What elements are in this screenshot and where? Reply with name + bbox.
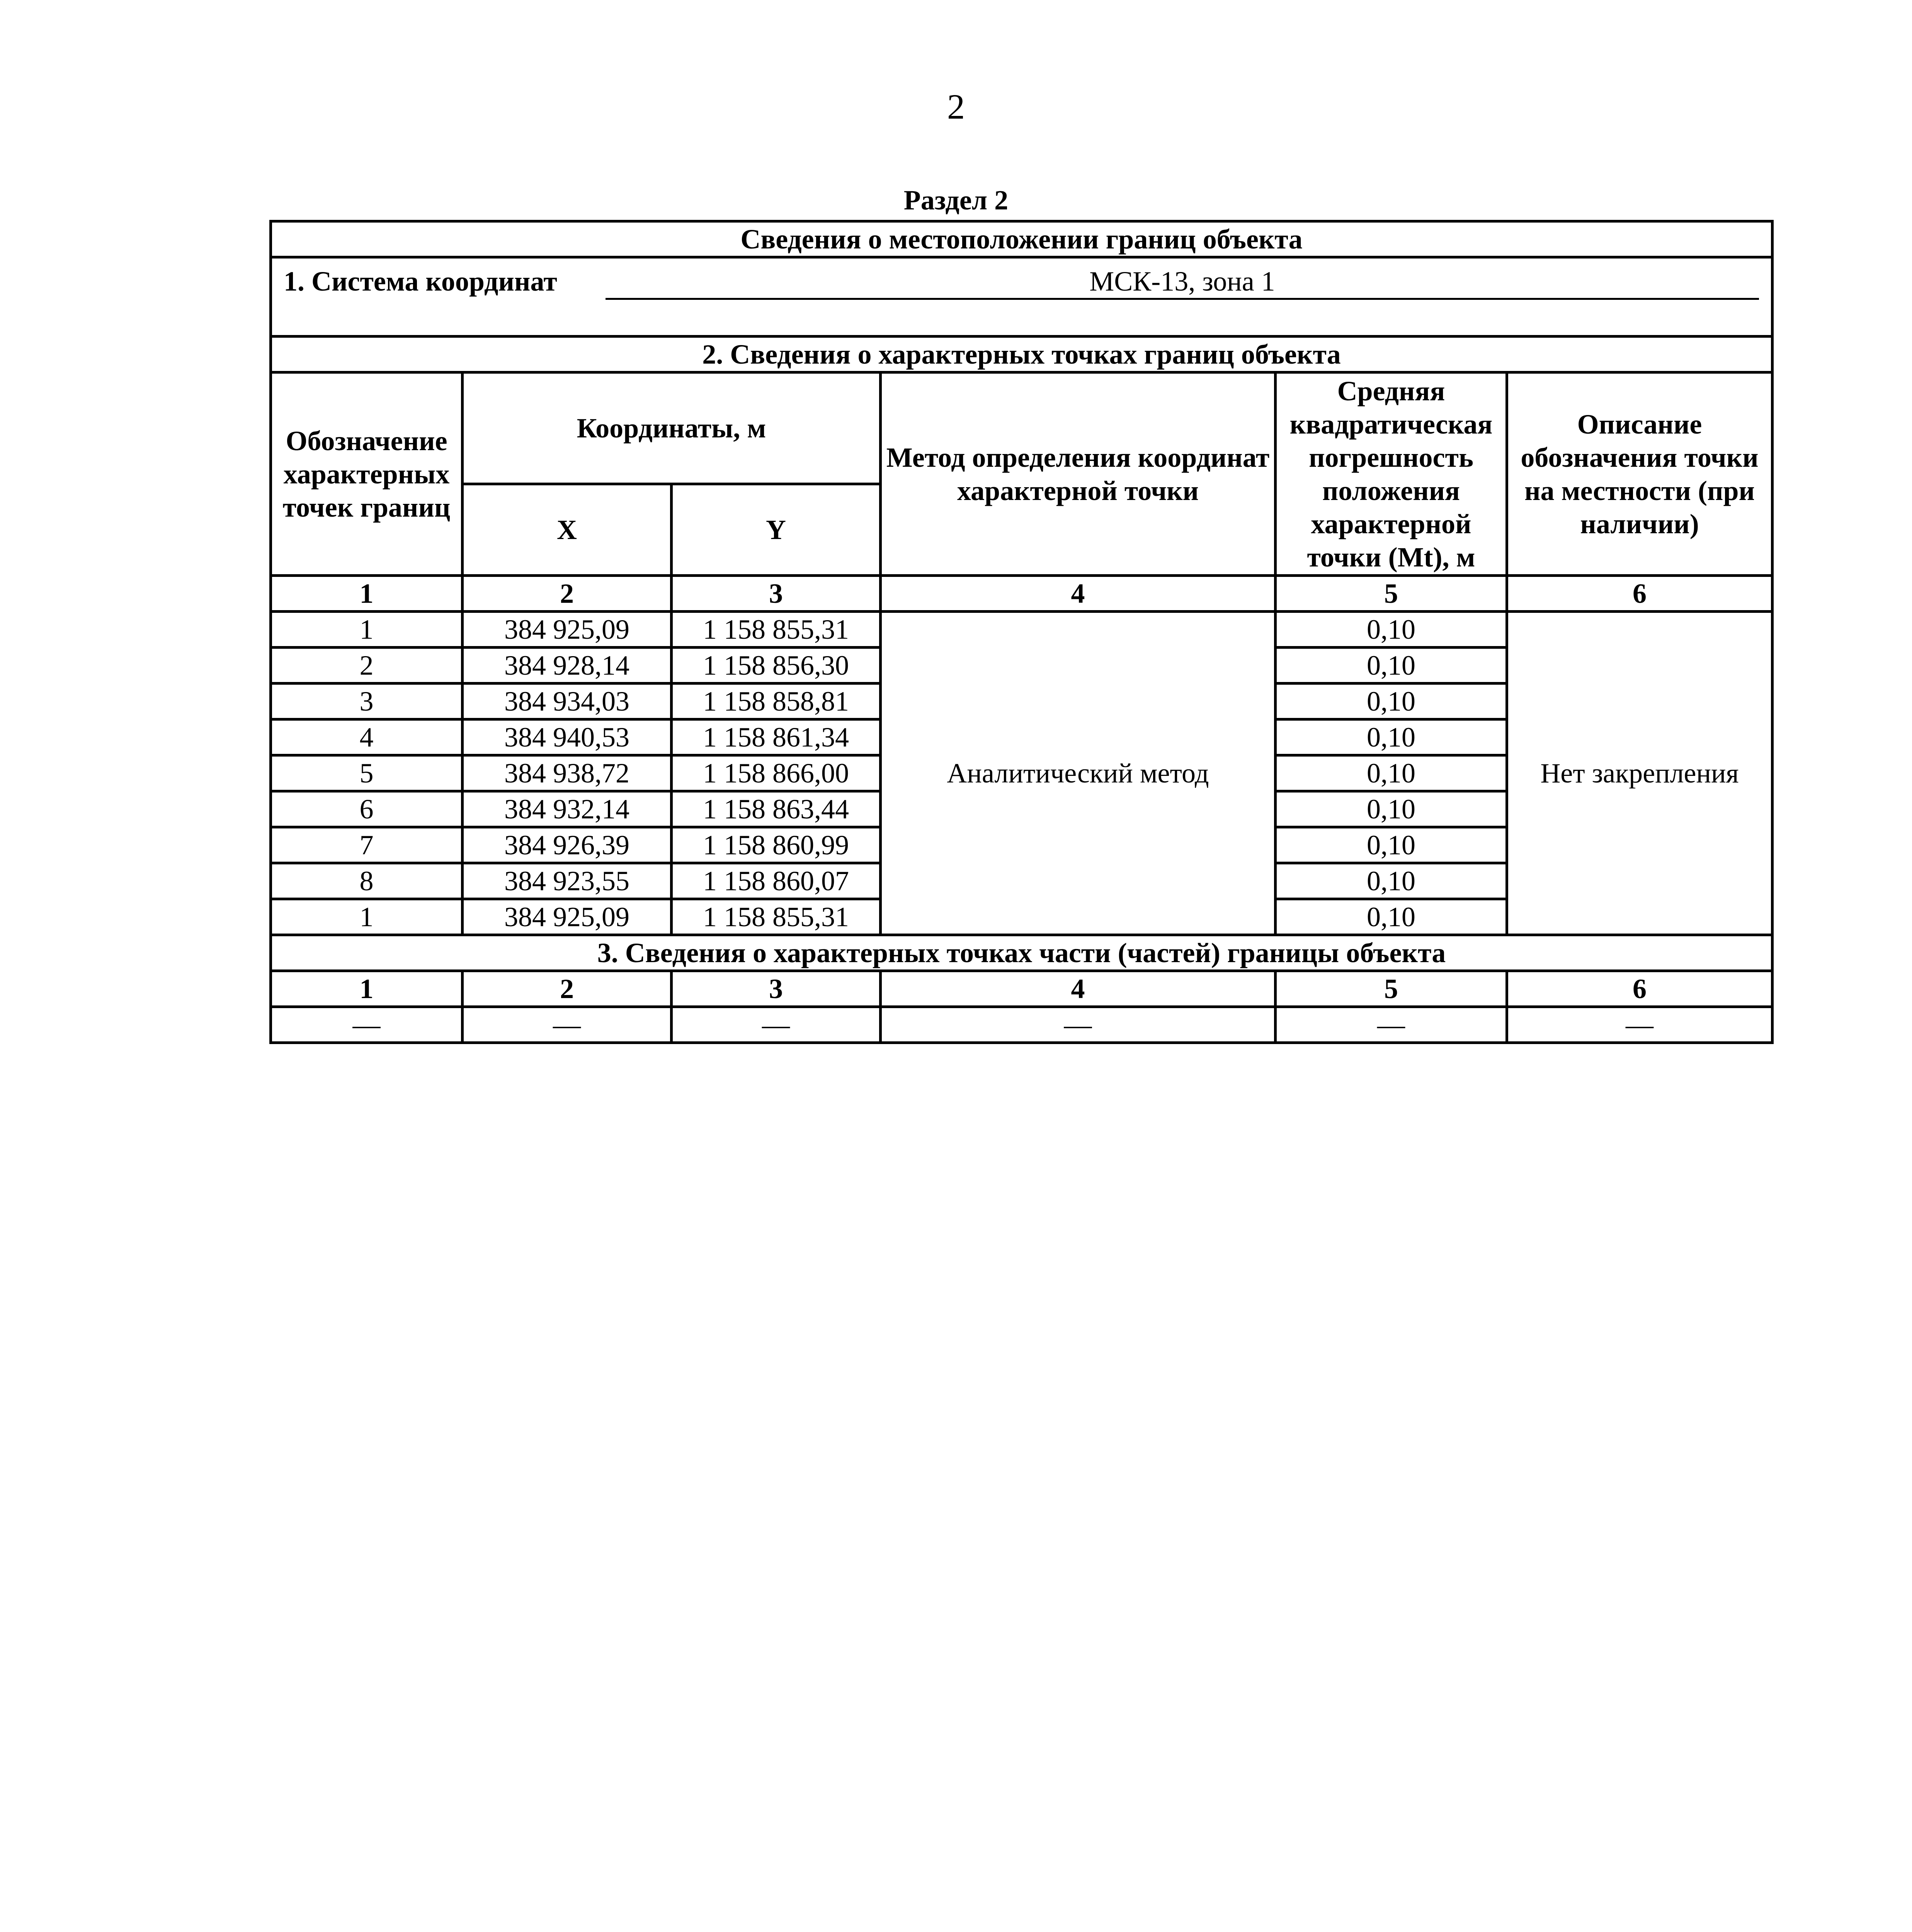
parts-column-number-row [271,971,1773,1007]
empty-cell: — [1507,1007,1773,1043]
column-number: 1 [271,576,463,612]
header-coordinates: Координаты, м [463,372,881,484]
description-cell: Нет закрепления [1507,612,1773,935]
point-id: 7 [271,827,463,863]
column-number: 3 [672,971,881,1007]
table-title: Сведения о местоположении границ объекта [271,221,1773,257]
point-y: 1 158 861,34 [672,719,881,755]
header-point-designation: Обозначение характерных точек границ [271,372,463,576]
table-row [271,612,1773,648]
point-x: 384 928,14 [463,648,672,684]
empty-cell: — [1276,1007,1507,1043]
boundary-points-table [269,220,1774,1044]
section-title: Раздел 2 [903,185,1009,216]
header-x: X [463,484,672,576]
point-x: 384 926,39 [463,827,672,863]
column-number: 6 [1507,576,1773,612]
point-mt: 0,10 [1276,899,1507,935]
point-x: 384 925,09 [463,612,672,648]
empty-cell: — [672,1007,881,1043]
column-number-row [271,576,1773,612]
point-x: 384 938,72 [463,755,672,791]
point-y: 1 158 858,81 [672,684,881,719]
point-id: 2 [271,648,463,684]
point-mt: 0,10 [1276,648,1507,684]
header-mean-error: Средняя квадратическая погрешность положения характерной точки (Mt), м [1276,372,1507,576]
point-id: 5 [271,755,463,791]
column-number: 2 [463,576,672,612]
point-id: 8 [271,863,463,899]
point-x: 384 923,55 [463,863,672,899]
column-number: 1 [271,971,463,1007]
column-number: 5 [1276,971,1507,1007]
parts-section-title: 3. Сведения о характерных точках части (частей) границы объекта [271,935,1773,971]
point-mt: 0,10 [1276,827,1507,863]
header-method: Метод определения координат характерной точки [881,372,1276,576]
column-number: 2 [463,971,672,1007]
point-y: 1 158 855,31 [672,899,881,935]
point-x: 384 925,09 [463,899,672,935]
point-mt: 0,10 [1276,791,1507,827]
coordinate-system-cell [271,257,1773,337]
empty-cell: — [463,1007,672,1043]
header-y: Y [672,484,881,576]
point-mt: 0,10 [1276,863,1507,899]
method-cell: Аналитический метод [881,612,1276,935]
parts-empty-row [271,1007,1773,1043]
point-x: 384 940,53 [463,719,672,755]
point-id: 1 [271,612,463,648]
points-section-title: 2. Сведения о характерных точках границ объекта [271,337,1773,372]
point-mt: 0,10 [1276,612,1507,648]
point-id: 4 [271,719,463,755]
column-number: 3 [672,576,881,612]
column-number: 5 [1276,576,1507,612]
point-mt: 0,10 [1276,719,1507,755]
coordinate-system-value: МСК-13, зона 1 [606,265,1759,300]
point-y: 1 158 860,99 [672,827,881,863]
point-y: 1 158 860,07 [672,863,881,899]
point-id: 3 [271,684,463,719]
coordinate-system-label: 1. Система координат [284,266,557,297]
point-y: 1 158 863,44 [672,791,881,827]
point-y: 1 158 866,00 [672,755,881,791]
point-mt: 0,10 [1276,755,1507,791]
page-number: 2 [947,87,965,126]
point-x: 384 934,03 [463,684,672,719]
point-y: 1 158 855,31 [672,612,881,648]
header-description: Описание обозначения точки на местности (при наличии) [1507,372,1773,576]
point-mt: 0,10 [1276,684,1507,719]
point-y: 1 158 856,30 [672,648,881,684]
point-id: 6 [271,791,463,827]
column-number: 4 [881,971,1276,1007]
column-number: 4 [881,576,1276,612]
column-number: 6 [1507,971,1773,1007]
point-id: 1 [271,899,463,935]
point-x: 384 932,14 [463,791,672,827]
empty-cell: — [271,1007,463,1043]
empty-cell: — [881,1007,1276,1043]
